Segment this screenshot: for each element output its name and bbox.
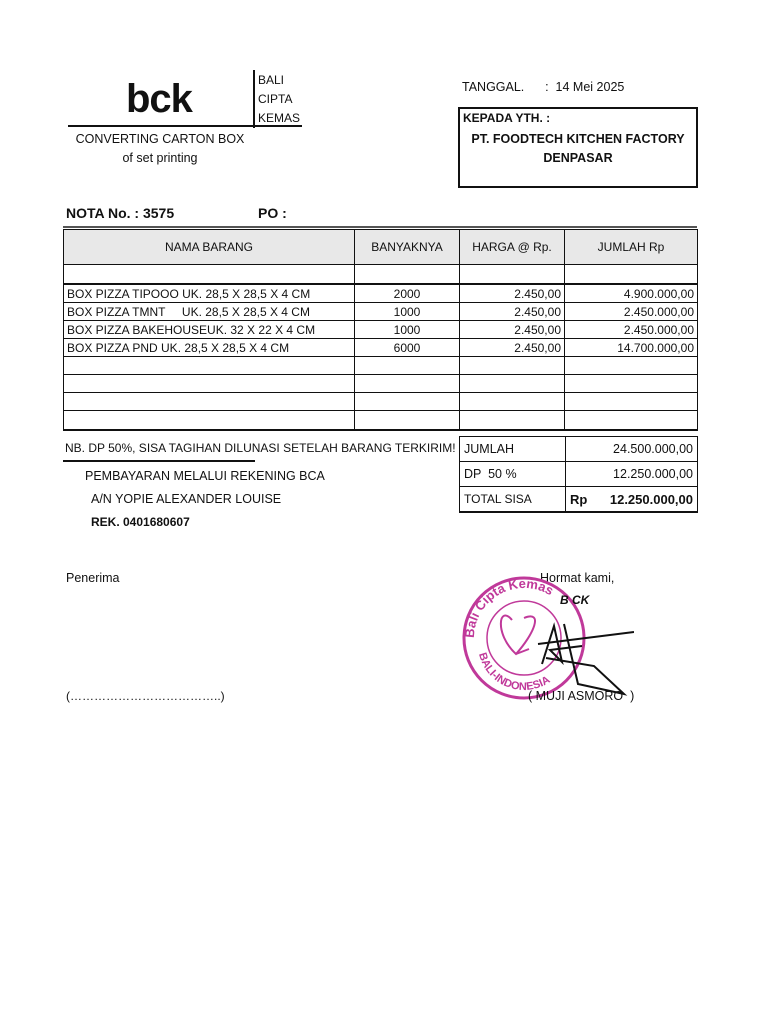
col-header-price: HARGA @ Rp. bbox=[460, 230, 565, 265]
item-name: BOX PIZZA TMNT UK. 28,5 X 28,5 X 4 CM bbox=[64, 303, 355, 321]
handwritten-signature bbox=[538, 624, 634, 694]
company-line: BALI bbox=[258, 73, 285, 87]
jumlah-value: 24.500.000,00 bbox=[566, 437, 698, 462]
account-number: REK. 0401680607 bbox=[91, 515, 190, 529]
stamp-text-top: Bali Cipta Kemas bbox=[461, 575, 557, 639]
sisa-label: TOTAL SISA bbox=[460, 487, 566, 513]
totals-row-dp bbox=[460, 462, 698, 487]
item-total: 2.450.000,00 bbox=[565, 303, 698, 321]
item-price: 2.450,00 bbox=[460, 321, 565, 339]
item-total: 4.900.000,00 bbox=[565, 284, 698, 303]
currency-label: Rp bbox=[570, 491, 588, 507]
table-empty-row bbox=[64, 375, 698, 393]
company-name bbox=[258, 71, 300, 128]
item-qty: 1000 bbox=[355, 321, 460, 339]
table-empty-row bbox=[64, 411, 698, 431]
table-empty-row bbox=[64, 357, 698, 375]
sisa-value-cell bbox=[566, 487, 698, 513]
company-line: CIPTA bbox=[258, 92, 293, 106]
logo-divider bbox=[253, 70, 255, 128]
tagline-line: of set printing bbox=[122, 151, 198, 165]
stamp-text-bottom: BALI-INDONESIA bbox=[476, 651, 553, 694]
dp-value: 12.250.000,00 bbox=[566, 462, 698, 487]
invoice-date bbox=[462, 80, 624, 94]
item-name: BOX PIZZA BAKEHOUSEUK. 32 X 22 X 4 CM bbox=[64, 321, 355, 339]
table-header-row bbox=[64, 230, 698, 265]
receiver-signature-line: (………………………………..) bbox=[66, 689, 225, 703]
table-top-rule bbox=[63, 226, 697, 228]
company-line: KEMAS bbox=[258, 111, 301, 125]
jumlah-label: JUMLAH bbox=[460, 437, 566, 462]
item-total: 14.700.000,00 bbox=[565, 339, 698, 357]
item-qty: 2000 bbox=[355, 284, 460, 303]
totals-row-jumlah bbox=[460, 437, 698, 462]
table-spacer-row bbox=[64, 265, 698, 285]
item-name: BOX PIZZA TIPOOO UK. 28,5 X 28,5 X 4 CM bbox=[64, 284, 355, 303]
date-label: TANGGAL. bbox=[462, 80, 525, 94]
date-value: : 14 Mei 2025 bbox=[545, 80, 625, 94]
sender-label: Hormat kami, bbox=[540, 571, 615, 585]
recipient-name bbox=[460, 130, 696, 168]
recipient-box bbox=[458, 107, 698, 188]
recipient-name-line: PT. FOODTECH KITCHEN FACTORY bbox=[471, 132, 685, 146]
totals-row-sisa bbox=[460, 487, 698, 513]
table-empty-row bbox=[64, 393, 698, 411]
table-row bbox=[64, 284, 698, 303]
item-price: 2.450,00 bbox=[460, 339, 565, 357]
company-tagline bbox=[68, 130, 252, 168]
sisa-value: 12.250.000,00 bbox=[609, 491, 693, 507]
account-holder: A/N YOPIE ALEXANDER LOUISE bbox=[91, 492, 282, 506]
col-header-qty: BANYAKNYA bbox=[355, 230, 460, 265]
company-logo: bck bbox=[126, 77, 192, 121]
sender-name: ( MUJI ASMORO ) bbox=[528, 689, 635, 703]
item-name: BOX PIZZA PND UK. 28,5 X 28,5 X 4 CM bbox=[64, 339, 355, 357]
items-table bbox=[63, 229, 698, 431]
recipient-label: KEPADA YTH. : bbox=[463, 111, 551, 125]
item-qty: 1000 bbox=[355, 303, 460, 321]
table-row bbox=[64, 303, 698, 321]
item-price: 2.450,00 bbox=[460, 284, 565, 303]
po-label: PO : bbox=[258, 205, 287, 221]
recipient-city-line: DENPASAR bbox=[543, 151, 613, 165]
tagline-line: CONVERTING CARTON BOX bbox=[75, 132, 245, 146]
totals-table bbox=[459, 436, 698, 513]
item-price: 2.450,00 bbox=[460, 303, 565, 321]
bank-info: PEMBAYARAN MELALUI REKENING BCA bbox=[85, 469, 325, 483]
table-row bbox=[64, 321, 698, 339]
payment-note: NB. DP 50%, SISA TAGIHAN DILUNASI SETELAH BARANG TERKIRIM! bbox=[65, 441, 456, 455]
col-header-total: JUMLAH Rp bbox=[565, 230, 698, 265]
dp-label: DP 50 % bbox=[460, 462, 566, 487]
item-total: 2.450.000,00 bbox=[565, 321, 698, 339]
sender-company-handwritten: B CK bbox=[560, 593, 590, 607]
receiver-label: Penerima bbox=[66, 571, 120, 585]
nota-number: NOTA No. : 3575 bbox=[66, 205, 175, 221]
note-underline bbox=[63, 460, 255, 462]
table-row bbox=[64, 339, 698, 357]
company-stamp bbox=[454, 574, 634, 704]
item-qty: 6000 bbox=[355, 339, 460, 357]
col-header-item: NAMA BARANG bbox=[64, 230, 355, 265]
